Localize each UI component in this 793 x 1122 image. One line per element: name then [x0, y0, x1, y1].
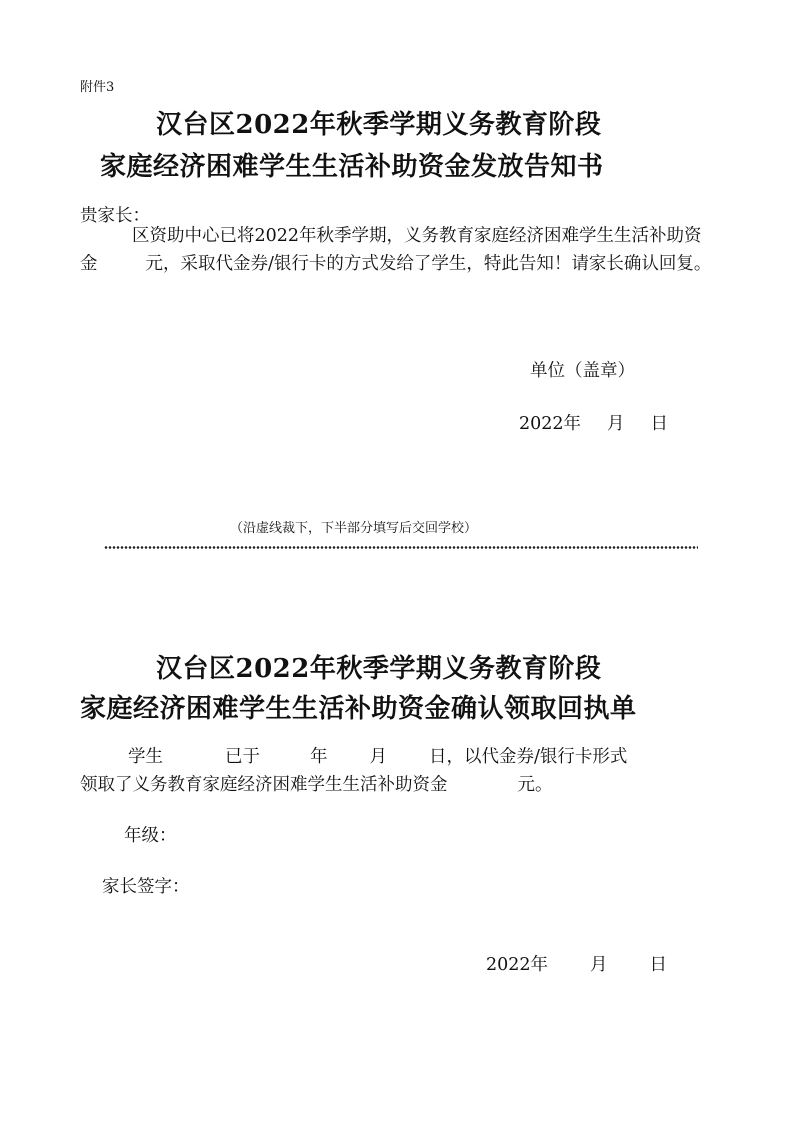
already-label: 已于 [225, 747, 260, 767]
received-text: 领取了义务教育家庭经济困难学生生活补助资金 [80, 775, 448, 795]
receipt-date [486, 951, 667, 979]
receipt-day-text: 日，以代金券/银行卡形式 [429, 747, 628, 767]
notice-paragraph-part1: 区资助中心已将2022年秋季学期，义务教育家庭经济困难学生生活补助资金 [80, 226, 702, 274]
notice-date-day: 日 [650, 414, 669, 434]
yuan-text: 元。 [517, 775, 553, 795]
notice-title-line2: 家庭经济困难学生生活补助资金发放告知书 [100, 152, 604, 182]
notice-date-year: 2022年 [519, 414, 582, 434]
student-label: 学生 [128, 747, 163, 767]
notice-paragraph-part2: 元，采取代金券/银行卡的方式发给了学生，特此告知！请家长确认回复。 [145, 254, 712, 274]
receipt-date-month: 月 [590, 955, 608, 975]
receipt-date-year: 2022年 [486, 955, 549, 975]
receipt-line1 [128, 743, 627, 771]
seal-label: 单位（盖章） [530, 361, 635, 381]
attachment-label: 附件3 [80, 80, 115, 95]
dotted-cut-line [104, 546, 698, 549]
receipt-year-label: 年 [310, 747, 328, 767]
receipt-month-label: 月 [369, 747, 387, 767]
greeting: 贵家长： [80, 206, 150, 226]
grade-label: 年级： [124, 826, 177, 846]
notice-date [519, 410, 668, 438]
receipt-date-day: 日 [649, 955, 668, 975]
parent-signature-label: 家长签字： [102, 877, 190, 897]
receipt-line2 [80, 771, 553, 799]
notice-title-line1: 汉台区2022年秋季学期义务教育阶段 [156, 110, 602, 140]
receipt-title-line1: 汉台区2022年秋季学期义务教育阶段 [156, 654, 602, 684]
notice-paragraph [80, 222, 712, 278]
cut-instruction: （沿虚线裁下，下半部分填写后交回学校） [230, 521, 478, 536]
receipt-title-line2: 家庭经济困难学生生活补助资金确认领取回执单 [80, 694, 637, 724]
notice-date-month: 月 [607, 414, 625, 434]
